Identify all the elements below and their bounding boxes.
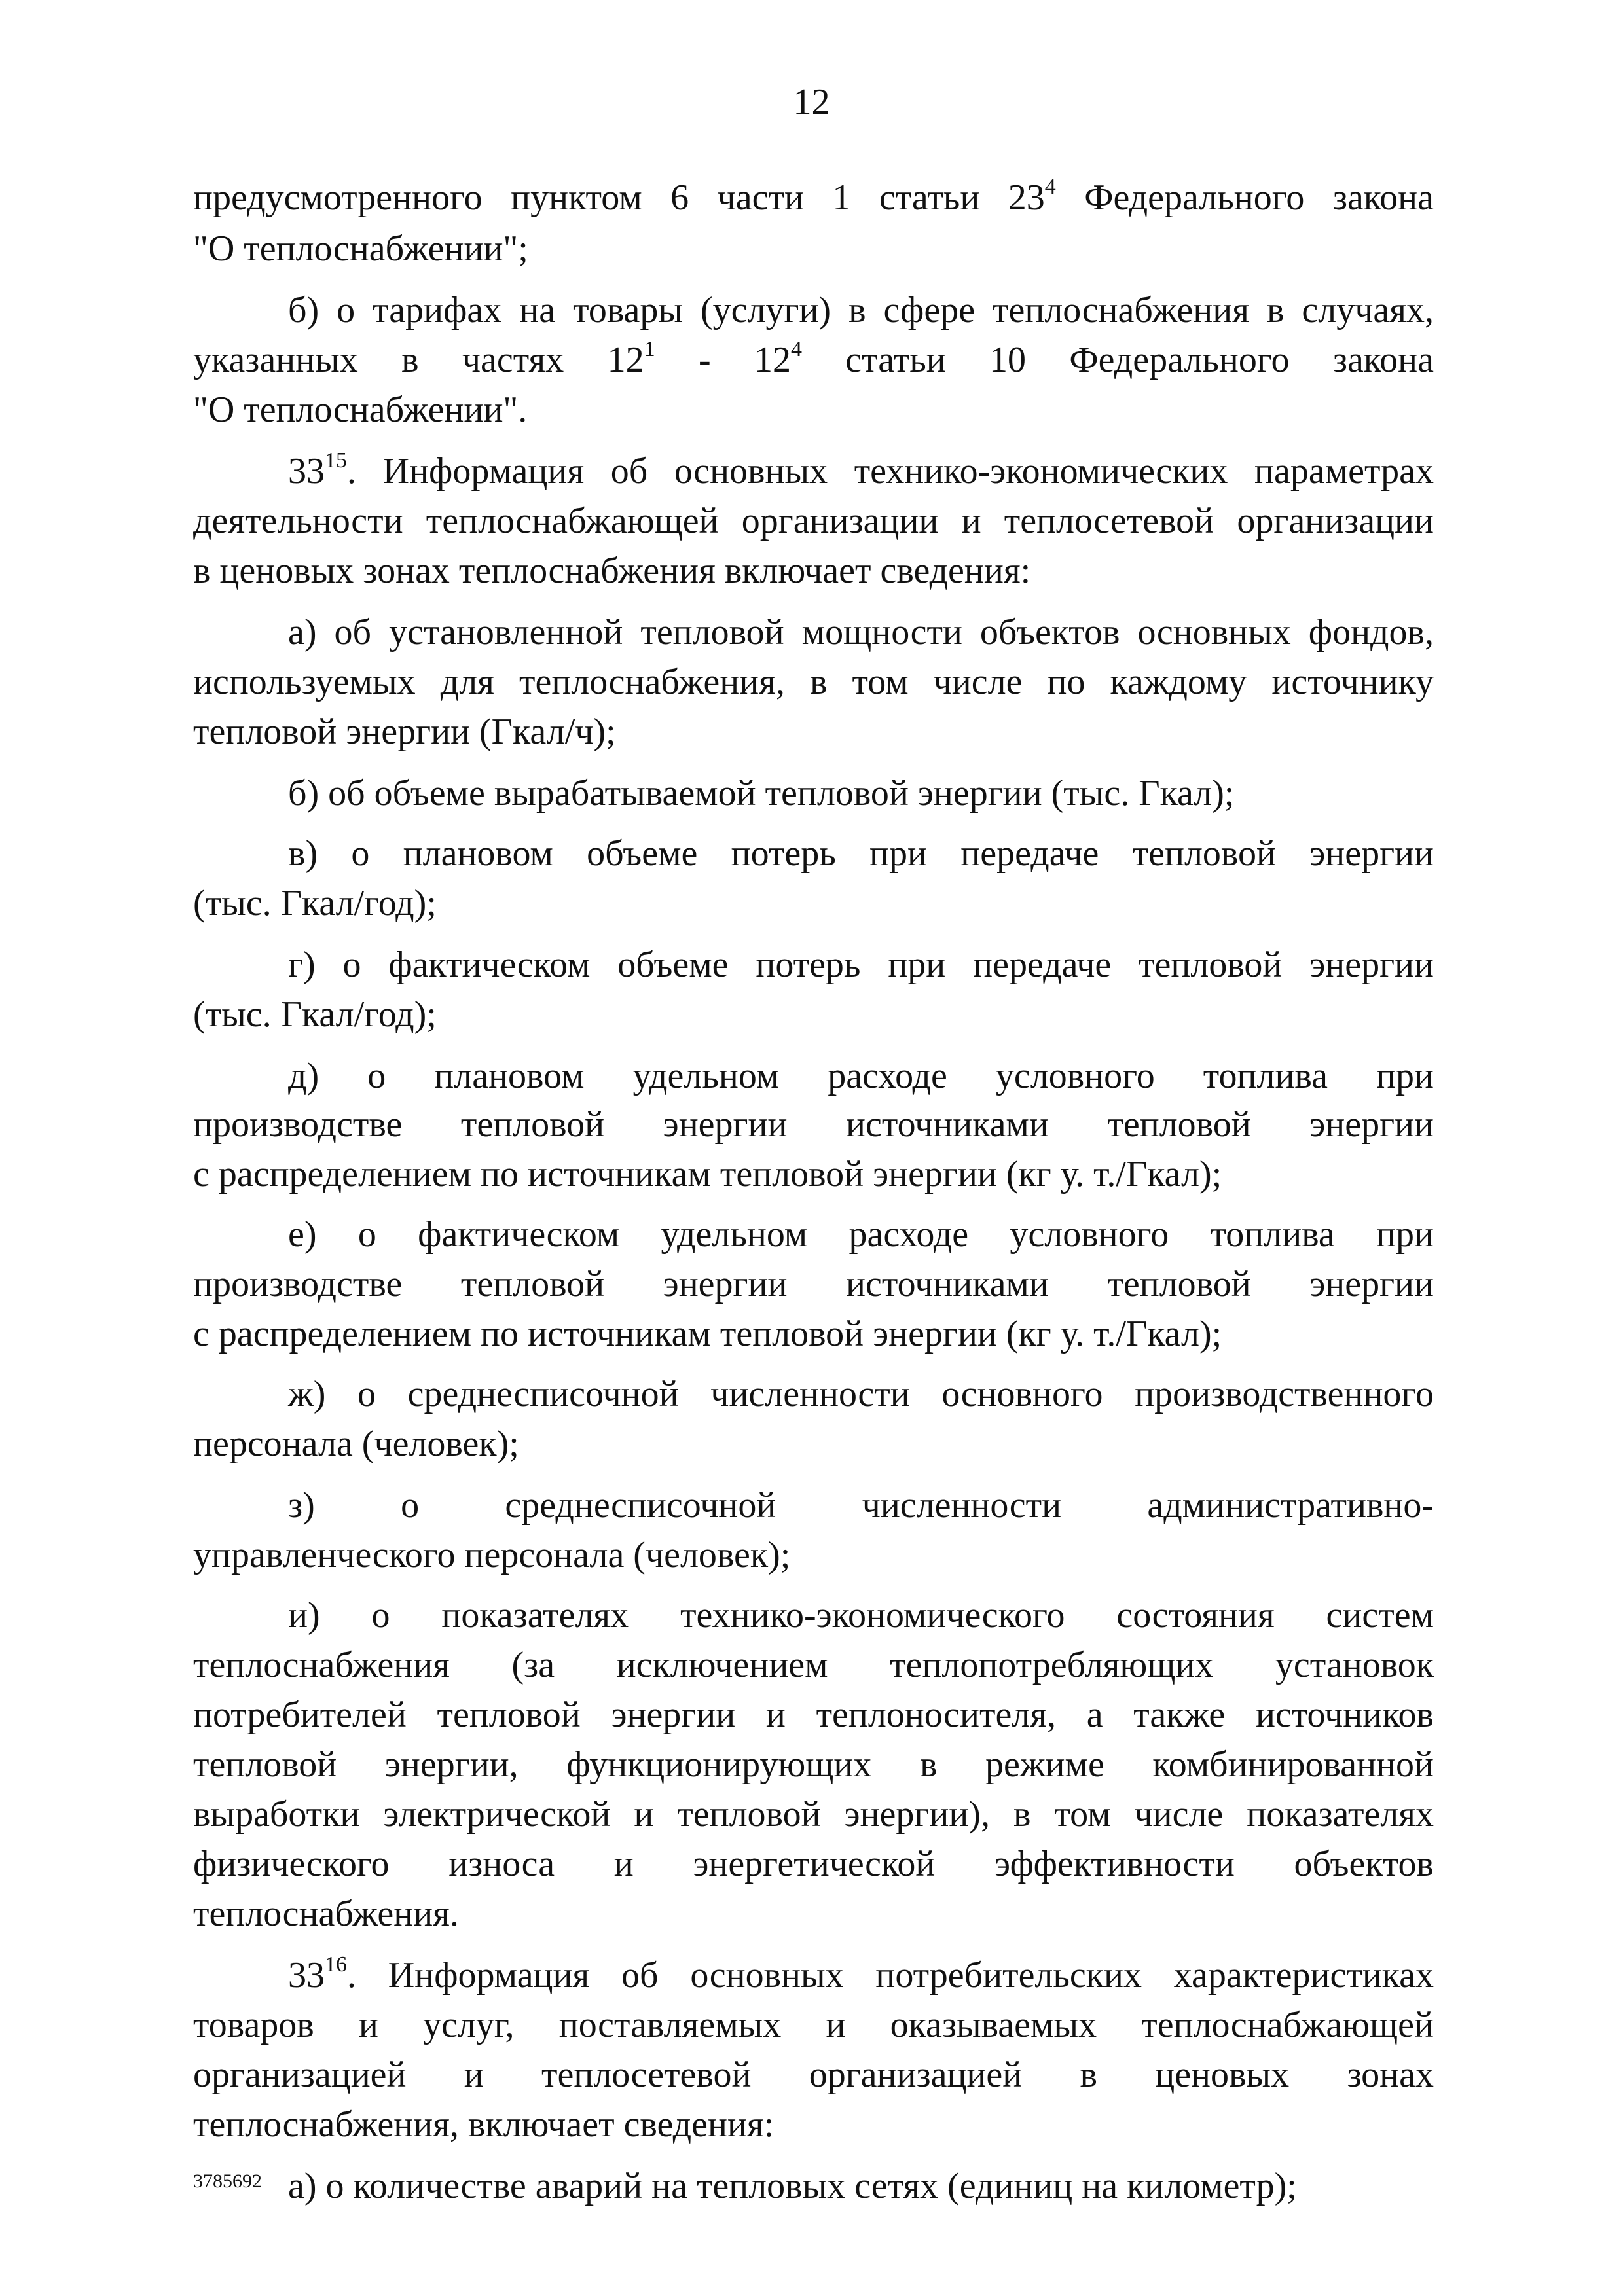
line-text: выработки электрической и тепловой энергии), в том числе показателях	[193, 1794, 1434, 1835]
line-text: организацией и теплосетевой организацией в ценовых зонах	[193, 2054, 1434, 2095]
line-text: б) об объеме вырабатываемой тепловой энергии (тыс. Гкал);	[288, 773, 1235, 814]
line-text: з) о среднесписочной численности административно-	[288, 1485, 1434, 1526]
superscript: 15	[325, 448, 347, 473]
line-text: - 12	[655, 340, 791, 380]
line-text: а) о количестве аварий на тепловых сетях (единиц на километр);	[288, 2166, 1297, 2206]
superscript: 4	[790, 337, 802, 362]
document-code: 3785692	[193, 2170, 262, 2192]
text-line	[193, 2161, 1434, 2211]
line-text: физического износа и энергетической эффективности объектов	[193, 1844, 1434, 1884]
text-line	[193, 1259, 1434, 1309]
line-text: д) о плановом удельном расходе условного топлива при	[288, 1056, 1434, 1096]
text-line	[193, 940, 1434, 990]
line-text: 33	[288, 451, 325, 492]
text-line	[193, 878, 1434, 928]
line-text: товаров и услуг, поставляемых и оказываемых теплоснабжающей	[193, 2005, 1434, 2045]
line-text: с распределением по источникам тепловой энергии (кг у. т./Гкал);	[193, 1314, 1222, 1354]
line-text: Федерального закона	[1055, 177, 1434, 218]
text-line	[193, 173, 1434, 223]
line-text: и) о показателях технико-экономического состояния систем	[288, 1595, 1434, 1636]
superscript: 16	[325, 1952, 347, 1977]
line-text: производстве тепловой энергии источниками тепловой энергии	[193, 1264, 1434, 1304]
line-text: указанных в частях 12	[193, 340, 644, 380]
superscript: 4	[1044, 175, 1056, 200]
text-line	[193, 1210, 1434, 1259]
text-line	[193, 829, 1434, 878]
line-text: теплоснабжения (за исключением теплопотребляющих установок	[193, 1645, 1434, 1685]
text-line	[193, 1051, 1434, 1101]
text-line	[193, 1149, 1434, 1199]
line-text: управленческого персонала (человек);	[193, 1535, 791, 1575]
text-line	[193, 657, 1434, 707]
line-text: б) о тарифах на товары (услуги) в сфере теплоснабжения в случаях,	[288, 290, 1434, 331]
text-line	[193, 1100, 1434, 1149]
text-line	[193, 1640, 1434, 1690]
line-text: используемых для теплоснабжения, в том числе по каждому источнику	[193, 662, 1434, 702]
line-text: тепловой энергии (Гкал/ч);	[193, 711, 616, 752]
line-text: . Информация об основных технико-экономических параметрах	[347, 451, 1434, 492]
text-line	[193, 707, 1434, 757]
text-line	[193, 1419, 1434, 1469]
line-text: 33	[288, 1955, 325, 1996]
text-line	[193, 2050, 1434, 2100]
text-line	[193, 1789, 1434, 1839]
text-line	[193, 285, 1434, 335]
line-text: а) об установленной тепловой мощности объектов основных фондов,	[288, 612, 1434, 653]
line-text: с распределением по источникам тепловой энергии (кг у. т./Гкал);	[193, 1154, 1222, 1194]
text-line	[193, 446, 1434, 496]
text-line	[193, 496, 1434, 546]
text-line	[193, 1889, 1434, 1939]
text-line	[193, 1309, 1434, 1359]
text-line	[193, 1369, 1434, 1419]
line-text: в ценовых зонах теплоснабжения включает сведения:	[193, 550, 1031, 591]
line-text: предусмотренного пунктом 6 части 1 статьи 23	[193, 177, 1045, 218]
line-text: . Информация об основных потребительских характеристиках	[347, 1955, 1434, 1996]
text-line	[193, 385, 1434, 435]
text-line	[193, 546, 1434, 596]
line-text: статьи 10 Федерального закона	[801, 340, 1434, 380]
text-line	[193, 1590, 1434, 1640]
line-text: в) о плановом объеме потерь при передаче тепловой энергии	[288, 833, 1434, 874]
line-text: г) о фактическом объеме потерь при передаче тепловой энергии	[288, 944, 1434, 985]
text-line	[193, 990, 1434, 1039]
line-text: (тыс. Гкал/год);	[193, 883, 437, 924]
text-line	[193, 1530, 1434, 1580]
text-line	[193, 768, 1434, 818]
line-text: теплоснабжения.	[193, 1893, 459, 1934]
text-line	[193, 1839, 1434, 1889]
text-line	[193, 335, 1434, 385]
line-text: персонала (человек);	[193, 1424, 519, 1464]
text-line	[193, 1480, 1434, 1530]
line-text: теплоснабжения, включает сведения:	[193, 2104, 775, 2145]
line-text: (тыс. Гкал/год);	[193, 994, 437, 1035]
line-text: деятельности теплоснабжающей организации и теплосетевой организации	[193, 501, 1434, 541]
line-text: "О теплоснабжении";	[193, 228, 528, 269]
text-line	[193, 1740, 1434, 1789]
line-text: производстве тепловой энергии источниками тепловой энергии	[193, 1104, 1434, 1145]
text-line	[193, 607, 1434, 657]
line-text: потребителей тепловой энергии и теплоносителя, а также источников	[193, 1695, 1434, 1735]
line-text: е) о фактическом удельном расходе условного топлива при	[288, 1214, 1434, 1255]
line-text: тепловой энергии, функционирующих в режиме комбинированной	[193, 1744, 1434, 1785]
text-line	[193, 2100, 1434, 2149]
page-number: 12	[793, 82, 830, 122]
text-line	[193, 2000, 1434, 2050]
superscript: 1	[644, 337, 655, 362]
text-line	[193, 1690, 1434, 1740]
text-line	[193, 1950, 1434, 2000]
line-text: "О теплоснабжении".	[193, 389, 528, 430]
line-text: ж) о среднесписочной численности основного производственного	[288, 1374, 1434, 1414]
text-line	[193, 224, 1434, 274]
